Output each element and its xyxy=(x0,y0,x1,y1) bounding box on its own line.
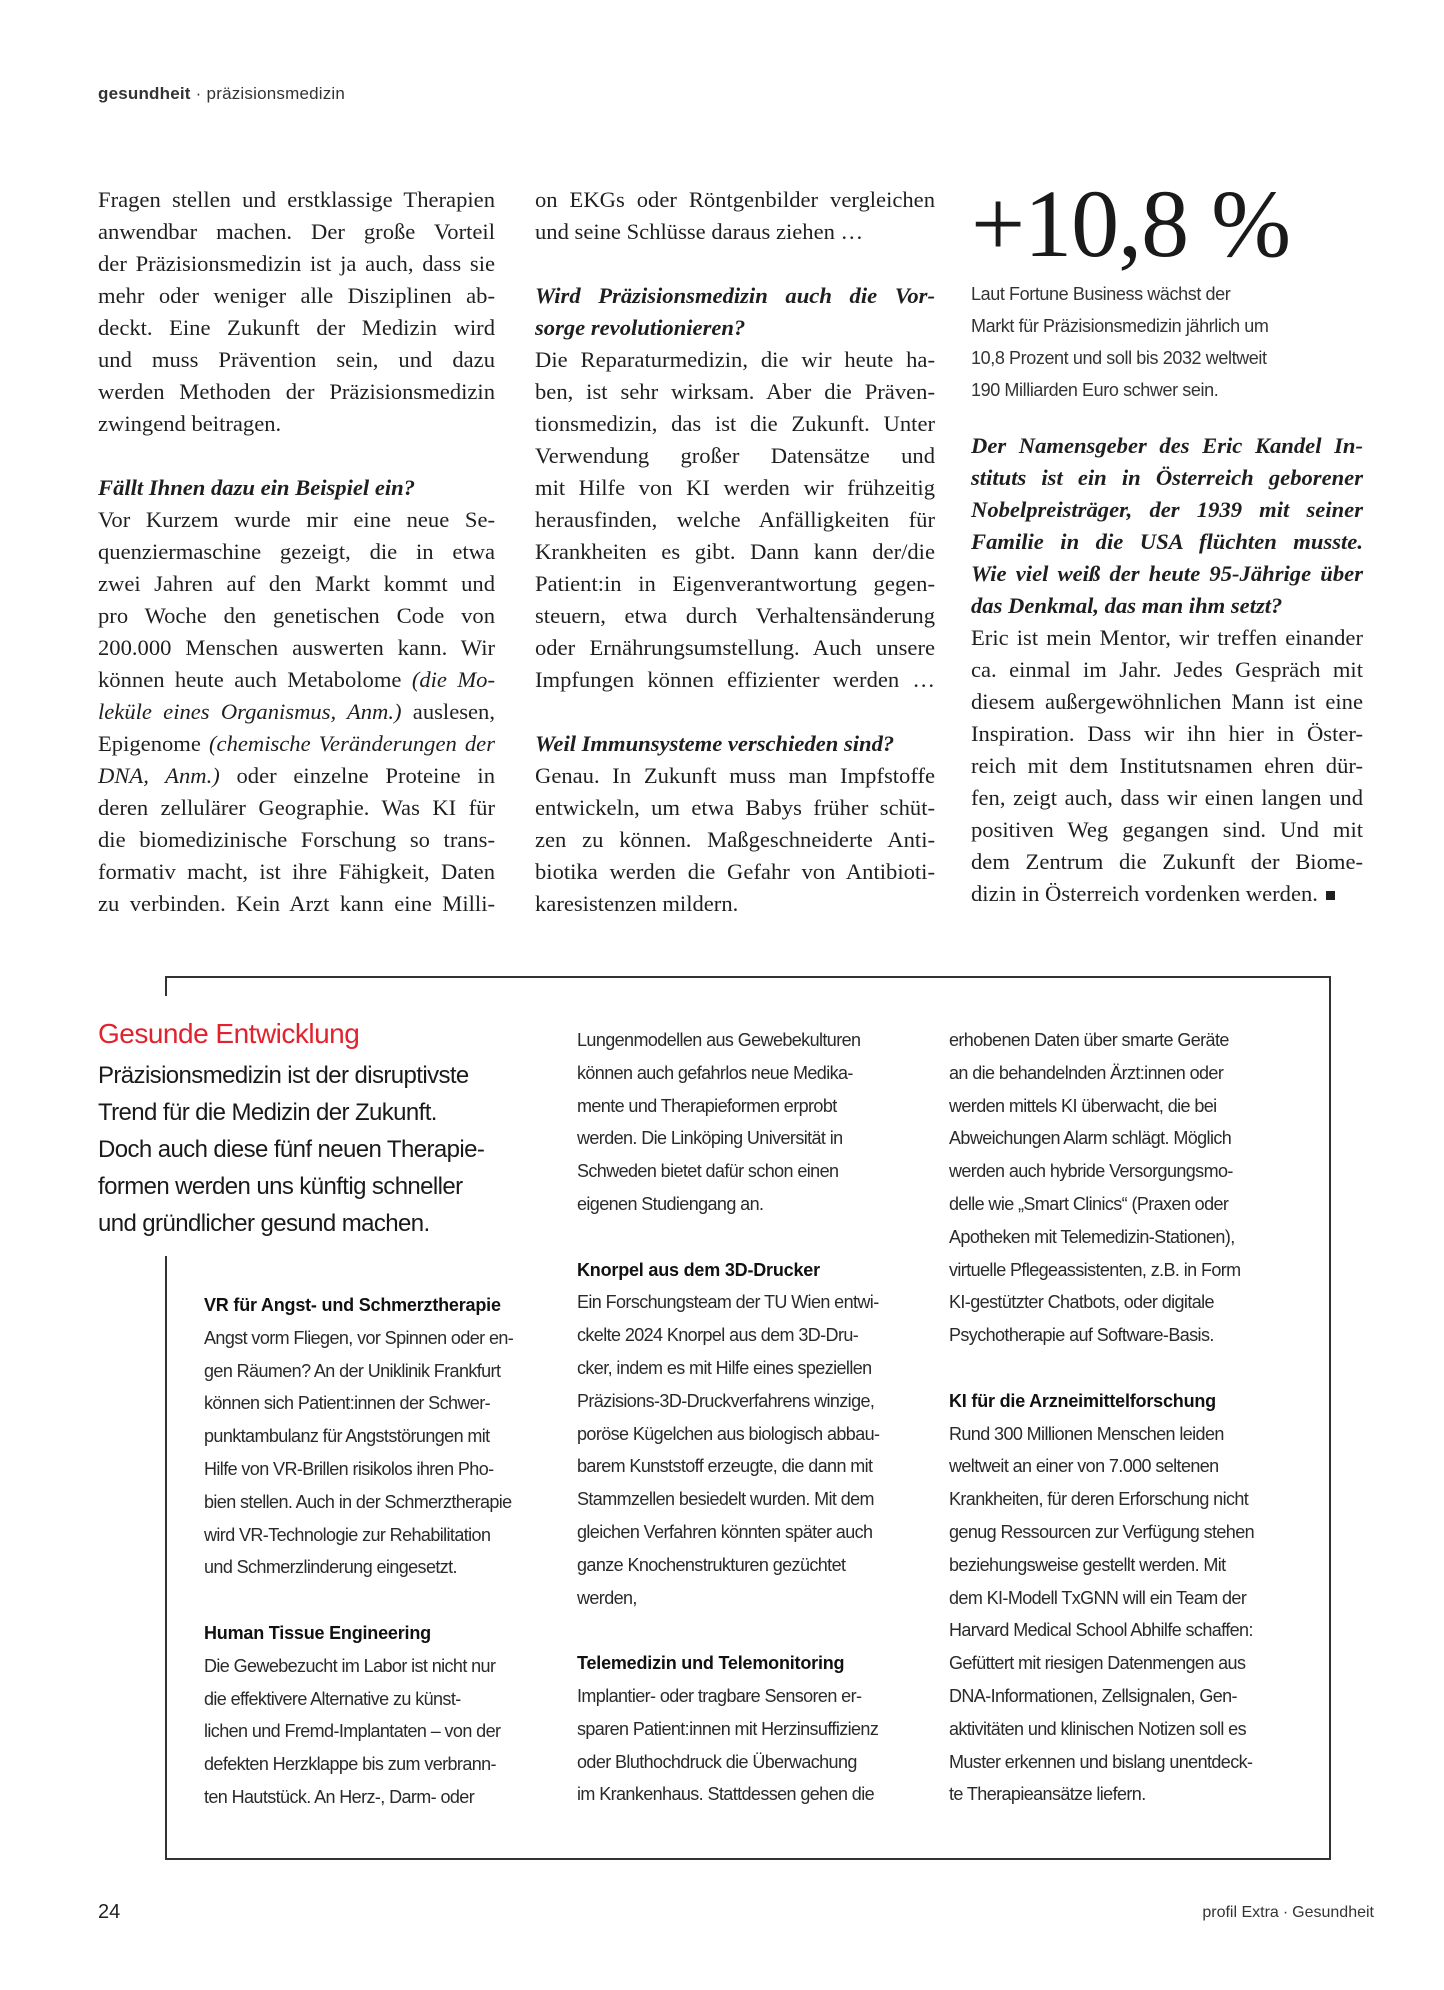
text-line: deckt. Eine Zukunft der Medizin wird xyxy=(98,315,495,340)
subsection-label: präzisionsmedizin xyxy=(206,84,346,103)
question-line: stituts ist ein in Österreich geborener xyxy=(971,465,1363,490)
text-line: quenziermaschine gezeigt, die in etwa xyxy=(98,539,495,564)
question-line: sorge revolutionieren? xyxy=(535,315,746,340)
subheading: Knorpel aus dem 3D-Drucker xyxy=(577,1259,820,1280)
text-line: formativ macht, ist ihre Fähigkeit, Daten xyxy=(98,859,495,884)
section-label: gesundheit xyxy=(98,84,191,103)
box-column-2 xyxy=(577,1024,879,1811)
text-line: cker, indem es mit Hilfe eines speziellen xyxy=(577,1357,872,1378)
text-line: Die Gewebezucht im Labor ist nicht nur xyxy=(204,1655,496,1676)
text-line: die effektivere Alternative zu künst- xyxy=(204,1688,461,1709)
text-line: on EKGs oder Röntgenbilder vergleichen xyxy=(535,187,935,212)
text-line: ganze Knochenstrukturen gezüchtet xyxy=(577,1554,846,1575)
text-line: werden Methoden der Präzisionsmedizin xyxy=(98,379,495,404)
text-line: Vor Kurzem wurde mir eine neue Se- xyxy=(98,507,495,532)
text-line: Die Reparaturmedizin, die wir heute ha- xyxy=(535,347,935,372)
text-line: wird VR-Technologie zur Rehabilitation xyxy=(204,1524,491,1545)
text-line: Rund 300 Millionen Menschen leiden xyxy=(949,1423,1224,1444)
text-line: im Krankenhaus. Stattdessen gehen die xyxy=(577,1784,875,1805)
box-column-3 xyxy=(949,1024,1254,1811)
text-line: karesistenzen mildern. xyxy=(535,891,739,916)
text-line: können heute auch Metabolome (die Mo- xyxy=(98,667,495,692)
box-column-1 xyxy=(204,1289,513,1814)
text-line: an die behandelnden Ärzt:innen oder xyxy=(949,1062,1224,1083)
text-line: Harvard Medical School Abhilfe schaffen: xyxy=(949,1620,1253,1641)
question-line: Fällt Ihnen dazu ein Beispiel ein? xyxy=(98,475,415,500)
subheading: Telemedizin und Telemonitoring xyxy=(577,1653,845,1674)
question-line: Wird Präzisionsmedizin auch die Vor- xyxy=(535,283,935,308)
subheading: VR für Angst- und Schmerztherapie xyxy=(204,1295,501,1315)
question-line: Der Namensgeber des Eric Kandel In- xyxy=(971,433,1363,458)
text-line: fen, zeigt auch, dass wir einen langen und xyxy=(971,785,1363,810)
text-line: der Präzisionsmedizin ist ja auch, dass sie xyxy=(98,251,495,276)
text-line: Impfungen können effizienter werden … xyxy=(535,667,935,692)
text-line: virtuelle Pflegeassistenten, z.B. in Form xyxy=(949,1259,1241,1280)
text-line: DNA, Anm.) oder einzelne Proteine in xyxy=(98,763,495,788)
text-line: zwingend beitragen. xyxy=(98,411,282,436)
paragraph-gap xyxy=(535,696,935,728)
subheading: Human Tissue Engineering xyxy=(204,1622,431,1643)
text-line: können sich Patient:innen der Schwer- xyxy=(204,1393,490,1414)
text-line: mit Hilfe von KI werden wir frühzeitig xyxy=(535,475,935,500)
text-line: werden. Die Linköping Universität in xyxy=(577,1128,843,1149)
text-line: werden mittels KI überwacht, die bei xyxy=(949,1095,1217,1116)
text-line: Inspiration. Dass wir ihn hier in Öster- xyxy=(971,721,1363,746)
text-line: Markt für Präzisionsmedizin jährlich um xyxy=(971,316,1269,336)
text-line: oder Ernährungsumstellung. Auch unsere xyxy=(535,635,935,660)
text-line: formen werden uns künftig schneller xyxy=(98,1173,463,1200)
text-line: defekten Herzklappe bis zum verbrann- xyxy=(204,1754,496,1775)
text-line: Epigenome (chemische Veränderungen der xyxy=(98,731,496,756)
text-line: gleichen Verfahren könnten später auch xyxy=(577,1521,873,1542)
text-line: eigenen Studiengang an. xyxy=(577,1193,764,1214)
text-line: Angst vorm Fliegen, vor Spinnen oder en- xyxy=(204,1327,514,1348)
text-line: dizin in Österreich vordenken werden. xyxy=(971,878,1363,910)
text-line: delle wie „Smart Clinics“ (Praxen oder xyxy=(949,1193,1229,1214)
text-line: und Schmerzlinderung eingesetzt. xyxy=(204,1557,457,1578)
text-line: sparen Patient:innen mit Herzinsuffizienz xyxy=(577,1718,879,1739)
box-title: Gesunde Entwicklung xyxy=(98,1018,360,1049)
text-line: aktivitäten und klinischen Notizen soll es xyxy=(949,1718,1246,1739)
text-line: poröse Kügelchen aus biologisch abbau- xyxy=(577,1423,880,1444)
publication-section: Gesundheit xyxy=(1292,1904,1374,1921)
question-line: das Denkmal, das man ihm setzt? xyxy=(971,593,1283,618)
text-line: Apotheken mit Telemedizin-Stationen), xyxy=(949,1226,1235,1247)
text-line: Lungenmodellen aus Gewebekulturen xyxy=(577,1030,861,1050)
text-line: die biomedizinische Forschung so trans- xyxy=(98,827,495,852)
text-line: leküle eines Organismus, Anm.) auslesen, xyxy=(98,699,495,724)
text-line: KI-gestützter Chatbots, oder digitale xyxy=(949,1292,1214,1313)
header-separator: · xyxy=(195,84,202,103)
publication-footer xyxy=(1202,1904,1374,1922)
text-line: zu verbinden. Kein Arzt kann eine Milli- xyxy=(98,891,495,916)
text-line: ben, ist sehr wirksam. Aber die Präven- xyxy=(535,379,935,404)
question-line: Wie viel weiß der heute 95-Jährige über xyxy=(971,561,1363,586)
text-line: pro Woche den genetischen Code von xyxy=(98,603,495,628)
text-line: Abweichungen Alarm schlägt. Möglich xyxy=(949,1128,1232,1149)
text-line: gen Räumen? An der Uniklinik Frankfurt xyxy=(204,1360,501,1381)
end-mark-icon xyxy=(1326,891,1335,900)
text-line: Muster erkennen und bislang unentdeck- xyxy=(949,1751,1253,1772)
text-line: Doch auch diese fünf neuen Therapie- xyxy=(98,1136,485,1163)
subheading: KI für die Arzneimittelforschung xyxy=(949,1390,1216,1411)
paragraph-gap xyxy=(98,440,495,472)
question-line: Familie in die USA flüchten musste. xyxy=(971,529,1363,554)
text-line: werden auch hybride Versorgungsmo- xyxy=(949,1161,1233,1182)
article-column-3 xyxy=(971,170,1363,910)
text-line: barem Kunststoff erzeugte, die dann mit xyxy=(577,1456,873,1477)
text-line: zwei Jahren auf den Markt kommt und xyxy=(98,571,495,596)
text-line: Psychotherapie auf Software-Basis. xyxy=(949,1325,1214,1346)
text-line: positiven Weg gegangen sind. Und mit xyxy=(971,817,1363,842)
text-line: Eric ist mein Mentor, wir treffen einander xyxy=(971,625,1363,650)
text-line: DNA-Informationen, Zellsignalen, Gen- xyxy=(949,1685,1237,1706)
box-border-right xyxy=(1329,976,1331,1860)
text-line: Verwendung großer Datensätze und xyxy=(535,443,935,468)
text-line: herausfinden, welche Anfälligkeiten für xyxy=(535,507,935,532)
text-line: 10,8 Prozent und soll bis 2032 weltweit xyxy=(971,348,1267,368)
text-line: können auch gefahrlos neue Medika- xyxy=(577,1062,853,1083)
text-line: Krankheiten es gibt. Dann kann der/die xyxy=(535,539,935,564)
text-line: Schweden bietet dafür schon einen xyxy=(577,1161,839,1182)
stat-description xyxy=(971,278,1363,406)
text-line: dem Zentrum die Zukunft der Biome- xyxy=(971,849,1363,874)
text-line: te Therapieansätze liefern. xyxy=(949,1784,1146,1805)
text-line: und seine Schlüsse daraus ziehen … xyxy=(535,219,864,244)
text-line: Präzisionsmedizin ist der disruptivste xyxy=(98,1062,469,1089)
text-line: deren zellulärer Geographie. Was KI für xyxy=(98,795,495,820)
text-line: erhobenen Daten über smarte Geräte xyxy=(949,1030,1229,1050)
text-line: 200.000 Menschen auswerten kann. Wir xyxy=(98,635,495,660)
text-line: mehr oder weniger alle Disziplinen ab- xyxy=(98,283,495,308)
text-line: ca. einmal im Jahr. Jedes Gespräch mit xyxy=(971,657,1363,682)
text-line: Krankheiten, für deren Erforschung nicht xyxy=(949,1489,1249,1510)
text-line: Ein Forschungsteam der TU Wien entwi- xyxy=(577,1292,879,1313)
text-line: dem KI-Modell TxGNN will ein Team der xyxy=(949,1587,1247,1608)
text-line: bien stellen. Auch in der Schmerztherapie xyxy=(204,1491,512,1512)
text-line: entwickeln, um etwa Babys früher schüt- xyxy=(535,795,935,820)
text-line: und gründlicher gesund machen. xyxy=(98,1210,430,1237)
text-line: anwendbar machen. Der große Vorteil xyxy=(98,219,495,244)
text-line: Präzisions-3D-Druckverfahrens winzige, xyxy=(577,1390,875,1411)
text-line: lichen und Fremd-Implantaten – von der xyxy=(204,1721,501,1742)
text-line: Gefüttert mit riesigen Datenmengen aus xyxy=(949,1653,1246,1674)
text-line: zen zu können. Maßgeschneiderte Anti- xyxy=(535,827,935,852)
text-line: Hilfe von VR-Brillen risikolos ihren Pho- xyxy=(204,1458,494,1479)
paragraph-gap xyxy=(577,1614,879,1647)
paragraph-gap xyxy=(535,248,935,280)
text-line: Patient:in in Eigenverantwortung gegen- xyxy=(535,571,935,596)
interview-continuation xyxy=(971,430,1363,910)
paragraph-gap xyxy=(577,1221,879,1254)
text-line: und muss Prävention sein, und dazu xyxy=(98,347,495,372)
question-line: Weil Immunsysteme verschieden sind? xyxy=(535,731,895,756)
article-column-1 xyxy=(98,184,495,920)
page-header xyxy=(98,84,345,104)
text-line: beziehungsweise gestellt werden. Mit xyxy=(949,1554,1226,1575)
box-border-left-bottom xyxy=(165,1256,167,1860)
text-line: Laut Fortune Business wächst der xyxy=(971,284,1231,304)
text-line: tionsmedizin, das ist die Zukunft. Unter xyxy=(535,411,935,436)
box-border-left-top xyxy=(165,976,167,996)
box-lead xyxy=(98,1057,484,1242)
text-line: biotika werden die Gefahr von Antibioti- xyxy=(535,859,935,884)
box-border-top xyxy=(165,976,1331,978)
text-line: ten Hautstück. An Herz-, Darm- oder xyxy=(204,1786,475,1807)
text-line: Genau. In Zukunft muss man Impfstoffe xyxy=(535,763,935,788)
stat-number: +10,8 % xyxy=(971,170,1291,277)
text-line: reich mit dem Institutsnamen ehren dür- xyxy=(971,753,1363,778)
text-line: werden, xyxy=(577,1587,637,1608)
text-line: Trend für die Medizin der Zukunft. xyxy=(98,1099,437,1126)
question-line: Nobelpreisträger, der 1939 mit seiner xyxy=(971,497,1363,522)
text-line: Implantier- oder tragbare Sensoren er- xyxy=(577,1685,862,1706)
article-column-2 xyxy=(535,184,935,920)
text-line: genug Ressourcen zur Verfügung stehen xyxy=(949,1521,1255,1542)
text-line: diesem außergewöhnlichen Mann ist eine xyxy=(971,689,1363,714)
page-number: 24 xyxy=(98,1901,121,1923)
text-line: steuern, etwa durch Verhaltensänderung xyxy=(535,603,935,628)
publication-name: profil Extra xyxy=(1202,1904,1279,1921)
text-line: punktambulanz für Angststörungen mit xyxy=(204,1426,490,1447)
text-line: oder Bluthochdruck die Überwachung xyxy=(577,1751,857,1772)
text-line: mente und Therapieformen erprobt xyxy=(577,1095,837,1116)
paragraph-gap xyxy=(204,1584,513,1617)
text-line: Stammzellen besiedelt wurden. Mit dem xyxy=(577,1489,874,1510)
text-line: weltweit an einer von 7.000 seltenen xyxy=(949,1456,1219,1477)
paragraph-gap xyxy=(949,1352,1254,1385)
box-border-bottom xyxy=(165,1858,1331,1860)
footer-separator: · xyxy=(1282,1904,1289,1921)
text-line: Fragen stellen und erstklassige Therapien xyxy=(98,187,495,212)
text-line: ckelte 2024 Knorpel aus dem 3D-Dru- xyxy=(577,1325,859,1346)
text-line: 190 Milliarden Euro schwer sein. xyxy=(971,380,1219,400)
